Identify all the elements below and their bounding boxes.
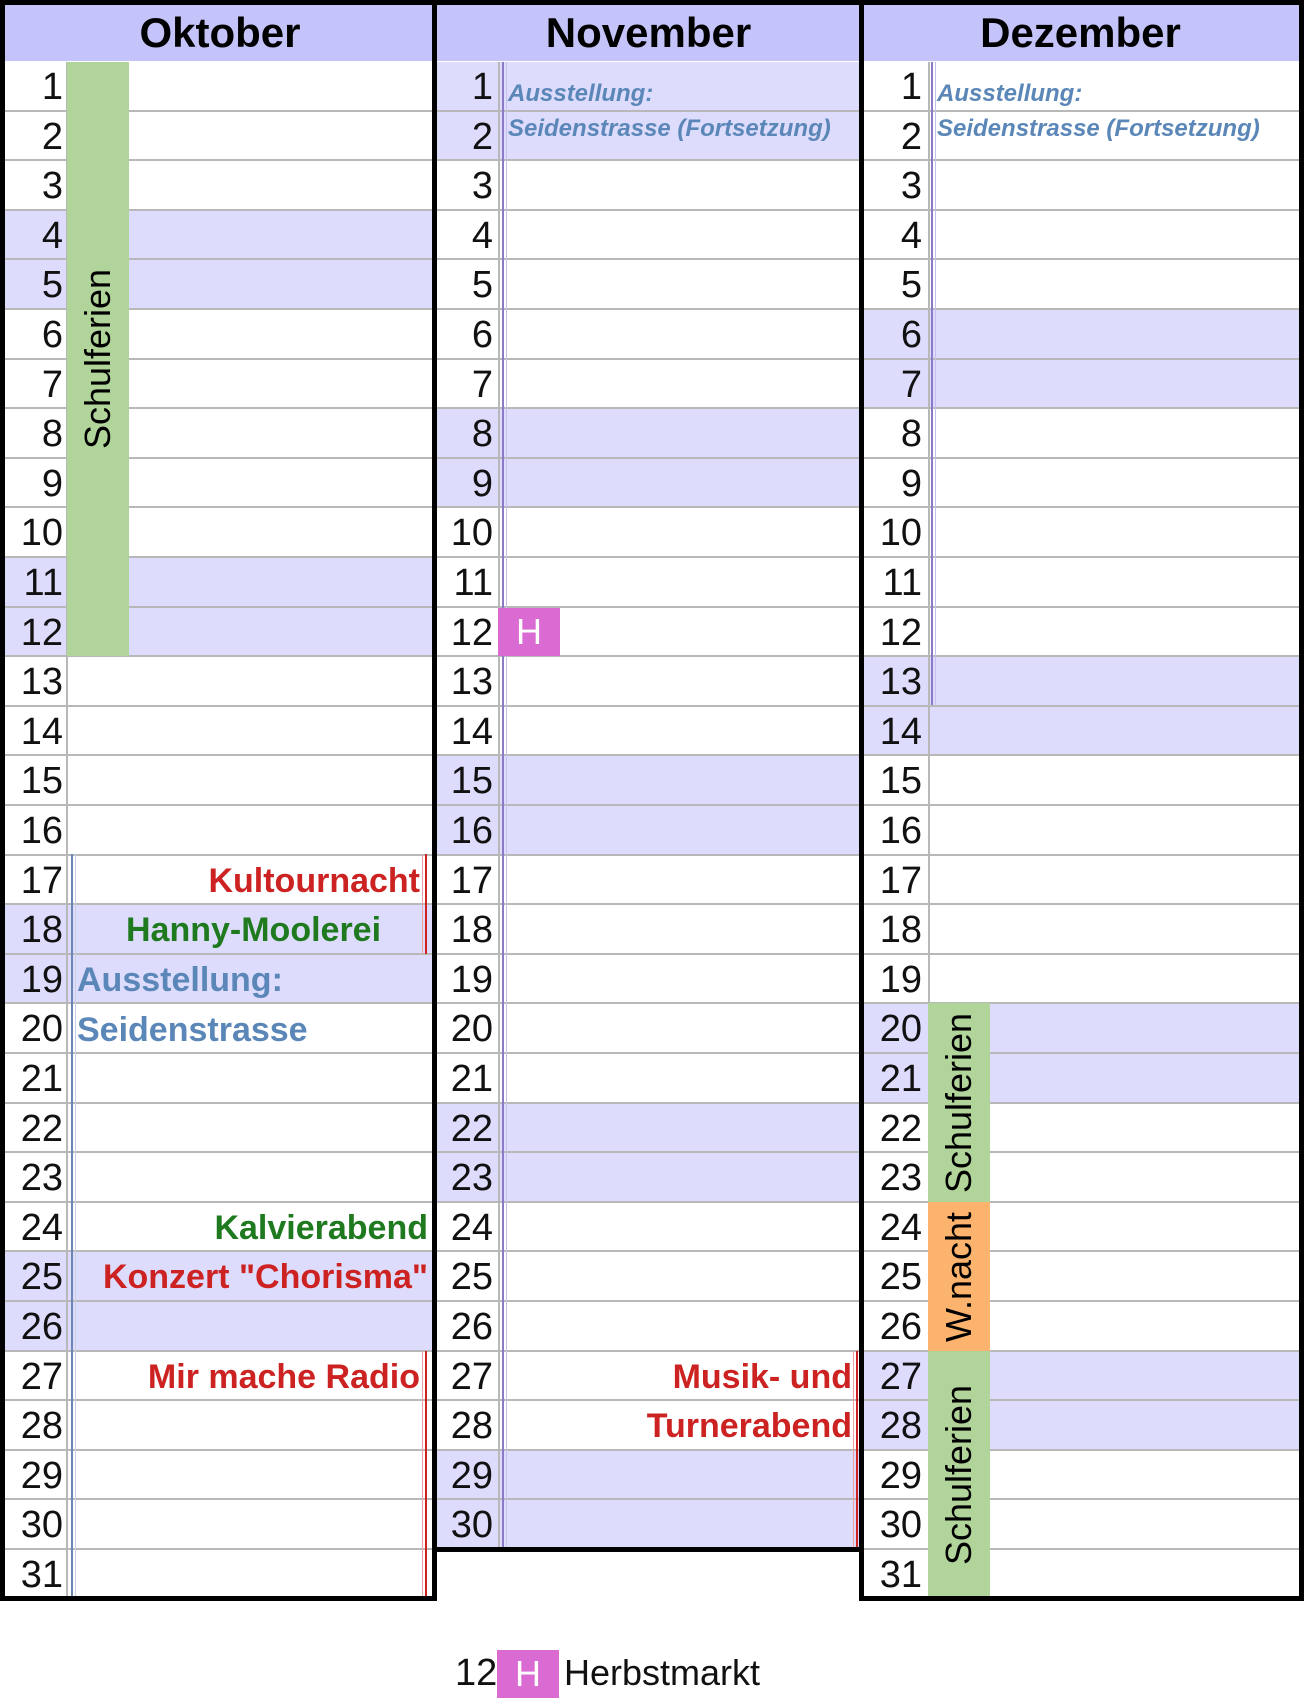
day-row (5, 806, 432, 856)
day-number: 15 (450, 760, 493, 803)
day-number: 4 (471, 214, 493, 257)
day-number: 28 (450, 1405, 493, 1448)
weekend-shade (437, 1451, 860, 1499)
legend-h-marker: H (497, 1650, 559, 1698)
day-number: 7 (471, 363, 493, 406)
day-number: 21 (20, 1058, 63, 1100)
day-number: 25 (450, 1256, 493, 1299)
november-seidenstrasse-fortsetzung: Seidenstrasse (Fortsetzung) (508, 115, 831, 142)
day-number: 25 (20, 1256, 63, 1299)
day-number: 14 (879, 710, 922, 753)
weekend-shade (437, 1153, 860, 1201)
day-row (437, 1203, 860, 1253)
day-number: 3 (41, 165, 63, 208)
day-number: 5 (471, 264, 493, 307)
day-number: 23 (450, 1157, 493, 1200)
event-musik-und: Musik- und (672, 1358, 852, 1396)
day-number: 13 (20, 661, 63, 704)
day-row (5, 1500, 432, 1550)
event-turnerabend: Turnerabend (646, 1407, 852, 1445)
day-row (5, 1054, 432, 1104)
day-number: 30 (450, 1504, 493, 1547)
day-row (5, 1401, 432, 1451)
day-number: 26 (20, 1306, 63, 1348)
november-ausstellung-line (502, 62, 507, 1548)
dezember-weihnacht-bar (928, 1202, 990, 1351)
day-number: 17 (450, 859, 493, 902)
weekend-shade (5, 1302, 432, 1350)
day-row (437, 905, 860, 955)
day-number: 12 (450, 611, 493, 654)
day-number: 20 (20, 1008, 63, 1051)
day-number: 26 (450, 1306, 493, 1348)
day-row (437, 310, 860, 360)
day-number: 30 (20, 1504, 63, 1547)
day-number: 16 (879, 810, 922, 852)
day-number: 7 (900, 363, 922, 406)
day-number: 18 (450, 909, 493, 952)
day-number: 24 (20, 1206, 63, 1249)
oktober-event-line-right-1 (422, 854, 427, 954)
day-number: 30 (879, 1504, 922, 1547)
day-row (437, 161, 860, 211)
day-number: 29 (450, 1454, 493, 1497)
day-row (437, 955, 860, 1005)
day-number: 23 (879, 1157, 922, 1200)
day-row (437, 508, 860, 558)
day-number: 9 (41, 462, 63, 505)
day-number: 19 (20, 958, 63, 1001)
day-number: 19 (879, 958, 922, 1001)
month-header-dezember: Dezember (862, 5, 1299, 61)
november-musik-line (853, 1351, 858, 1547)
day-number: 31 (879, 1554, 922, 1596)
day-number: 3 (471, 165, 493, 208)
dezember-ausstellung-label: Ausstellung: (937, 80, 1083, 107)
day-number: 27 (879, 1355, 922, 1398)
month-header-november: November (435, 5, 862, 61)
day-number: 27 (450, 1355, 493, 1398)
day-number: 13 (450, 661, 493, 704)
day-row (437, 1004, 860, 1054)
dezember-schulferien-label-1: Schulferien (938, 1012, 980, 1193)
dezember-wnacht-label: W.nacht (938, 1211, 979, 1342)
event-kalvierabend: Kalvierabend (214, 1209, 428, 1247)
day-number: 9 (900, 462, 922, 505)
day-number: 1 (41, 66, 63, 108)
day-number: 8 (900, 413, 922, 456)
weekend-shade (437, 1104, 860, 1152)
day-number: 28 (20, 1405, 63, 1448)
day-row (5, 1550, 432, 1600)
day-row (437, 657, 860, 707)
day-row (437, 360, 860, 410)
dezember-ausstellung-line (931, 62, 936, 705)
day-number: 20 (879, 1008, 922, 1051)
day-number: 11 (23, 562, 63, 604)
day-number: 6 (900, 314, 922, 356)
day-row (437, 856, 860, 906)
dezember-seidenstrasse-fortsetzung: Seidenstrasse (Fortsetzung) (937, 115, 1260, 142)
day-number: 17 (879, 859, 922, 902)
day-number: 22 (450, 1107, 493, 1150)
day-number: 3 (900, 165, 922, 208)
event-mir-mache-radio: Mir mache Radio (147, 1358, 420, 1396)
day-row (5, 1153, 432, 1203)
day-number: 27 (20, 1355, 63, 1398)
day-number: 4 (41, 214, 63, 257)
day-number: 10 (20, 512, 63, 555)
event-kultournacht: Kultournacht (208, 862, 420, 900)
day-number: 17 (20, 859, 63, 902)
month-header-oktober: Oktober (5, 5, 435, 61)
day-number: 9 (471, 462, 493, 505)
dezember-schulferien-bar-1 (928, 1003, 990, 1202)
day-number: 16 (450, 810, 493, 852)
weekend-shade (437, 409, 860, 457)
day-number: 14 (450, 710, 493, 753)
day-number: 8 (41, 413, 63, 456)
day-row (437, 707, 860, 757)
day-number: 29 (879, 1454, 922, 1497)
day-number: 28 (879, 1405, 922, 1448)
event-ausstellung-label: Ausstellung: (77, 961, 283, 999)
day-number: 26 (879, 1306, 922, 1348)
day-row (437, 1302, 860, 1352)
day-number: 16 (20, 810, 63, 852)
day-row (5, 756, 432, 806)
event-konzert-chorisma: Konzert "Chorisma" (102, 1258, 428, 1296)
day-number: 6 (41, 314, 63, 356)
day-number: 12 (20, 611, 63, 654)
day-number: 31 (20, 1554, 63, 1596)
legend-day: 12 (455, 1652, 498, 1694)
day-number: 11 (882, 562, 922, 604)
day-row (5, 1104, 432, 1154)
day-number: 21 (879, 1058, 922, 1100)
day-number: 19 (450, 958, 493, 1001)
day-number: 10 (450, 512, 493, 555)
day-number: 7 (41, 363, 63, 406)
day-number: 15 (20, 760, 63, 803)
event-hanny-moolerei: Hanny-Moolerei (126, 911, 382, 949)
weekend-shade (437, 756, 860, 804)
day-number: 12 (879, 611, 922, 654)
day-number: 1 (471, 66, 493, 108)
day-number: 23 (20, 1157, 63, 1200)
dezember-schulferien-bar-2 (928, 1351, 990, 1598)
oktober-schulferien-bar (67, 62, 129, 656)
day-number: 25 (879, 1256, 922, 1299)
weekend-shade (437, 459, 860, 507)
day-number: 22 (20, 1107, 63, 1150)
day-number: 24 (879, 1206, 922, 1249)
legend-label: Herbstmarkt (564, 1652, 761, 1693)
day-row (5, 1451, 432, 1501)
day-row (437, 1252, 860, 1302)
day-row (5, 657, 432, 707)
day-number: 21 (450, 1058, 493, 1100)
dezember-schulferien-label-2: Schulferien (938, 1384, 980, 1565)
day-row (437, 260, 860, 310)
day-number: 22 (879, 1107, 922, 1150)
weekend-shade (437, 1500, 860, 1548)
day-row (5, 707, 432, 757)
day-number: 24 (450, 1206, 493, 1249)
day-number: 10 (879, 512, 922, 555)
day-number: 2 (471, 115, 493, 158)
oktober-event-line-left (71, 854, 76, 1598)
day-number: 1 (900, 66, 922, 108)
weekend-shade (437, 806, 860, 854)
day-number: 5 (900, 264, 922, 307)
schulferien-label: Schulferien (77, 268, 119, 450)
day-number: 14 (20, 710, 63, 753)
day-number: 2 (900, 115, 922, 158)
day-row (437, 558, 860, 608)
day-number: 13 (879, 661, 922, 704)
november-ausstellung-label: Ausstellung: (508, 80, 654, 107)
day-number: 29 (20, 1454, 63, 1497)
day-number: 11 (453, 562, 493, 604)
day-number: 15 (879, 760, 922, 803)
day-number: 18 (879, 909, 922, 952)
legend (455, 1648, 875, 1698)
oktober-event-line-right-2 (422, 1351, 427, 1598)
day-column-divider (498, 62, 500, 1550)
day-number: 18 (20, 909, 63, 952)
herbstmarkt-marker: H (498, 608, 560, 656)
day-number: 2 (41, 115, 63, 158)
day-number: 6 (471, 314, 493, 356)
event-seidenstrasse: Seidenstrasse (77, 1011, 308, 1049)
day-row (437, 211, 860, 261)
day-number: 20 (450, 1008, 493, 1051)
day-number: 4 (900, 214, 922, 257)
day-row (437, 1054, 860, 1104)
day-number: 8 (471, 413, 493, 456)
day-number: 5 (41, 264, 63, 307)
